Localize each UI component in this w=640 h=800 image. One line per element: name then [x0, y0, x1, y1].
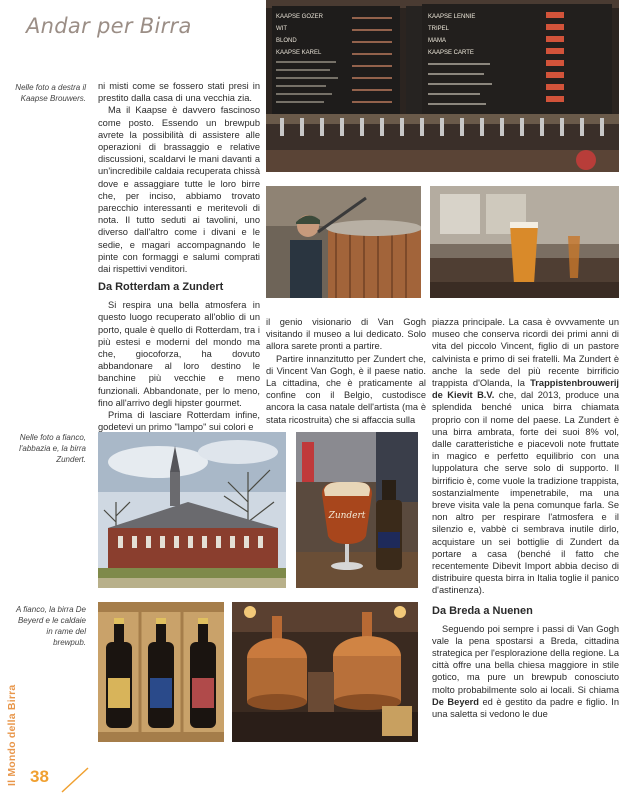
- photo-beer-glass: [430, 186, 619, 298]
- board-text: KAAPSE GOZER: [276, 14, 324, 20]
- board-text: MAMA: [428, 38, 446, 44]
- column-2: [266, 316, 426, 426]
- photo-tap-board: [266, 0, 619, 172]
- photo-zundert-glass: [296, 432, 418, 588]
- column-3: [432, 316, 619, 720]
- board-text: BLOND: [276, 38, 297, 44]
- paragraph: [432, 623, 619, 721]
- text-run: piazza principale. La casa è ovvvamente un museo che conserva ricordi dei primi anni di vita del piccolo Vincent, figlio di un pastore calvinista e primo di sei fratelli. Ma Zundert è anche la sede del più recente birrificio trappista d'Olanda, la: [432, 317, 619, 389]
- text-run: ed è gestito da padre e figlio. In una saletta si vedono le due: [432, 696, 619, 720]
- magazine-name: Il Mondo della Birra: [6, 684, 18, 786]
- text-run: che, dal 2013, produce una splendida benché unica birra chiamata proprio con il nome del paese. La Zundert è una birra ambrata, forte dei suoi 8% vol, dalle caratteristiche e piacevoli note fruttate in magico e perfetto equilibrio con una luppolatura che serve solo di supporto. Il birrificio è, come vuole la tradizione trappista, sostanzialmente impenetrabile, ma una breve visita vale la pena comunque farla. Se non altro per respirare l'atmosfera e il silenzio e, vabbè ci sembrava inutile dirlo, acquistare un sei bottiglie di Zundert da portare a casa (benché il fatto che recentemente Dibevit Import abbia deciso di distribuire questa birra in Italia toglie il panico d'astinenza).: [432, 390, 619, 596]
- paragraph: il genio visionario di Van Gogh visitando il museo a lui dedicato. Solo allora sarete pronti a partire.: [266, 317, 426, 352]
- board-text: KAAPSE LENNIE: [428, 14, 476, 20]
- paragraph: Partire innanzitutto per Zundert che, di Vincent Van Gogh, è il paese natio. La cittadina, che è praticamente al confine con il Belgio, custodisce ancora la casa natale dell'artista (ma è stata ricostruita) che si affaccia sulla: [266, 353, 426, 425]
- paragraph: Si respira una bella atmosfera in questo luogo recuperato all'oblio di un porto, quale è quello di Rotterdam, tra i più estesi e moderni del mondo ma che, giocoforza, ha dovuto abbandonare al loro destino le banchine più vecchie e meno funzionali. Abbandonate, per lo meno, fino all'arrivo degli hipster gourmet.: [98, 300, 260, 408]
- page-number: 38: [30, 767, 49, 786]
- brewery-name: Trappistenbrouwerij de Kievit B.V.: [432, 378, 619, 401]
- decorative-slash: [60, 766, 90, 794]
- photo-abbey: [98, 432, 286, 588]
- caption-bottom: A fianco, la birra De Beyerd e le caldaie in rame del brewpub.: [16, 605, 86, 647]
- paragraph: [432, 316, 619, 597]
- section-heading: Da Breda a Nuenen: [432, 604, 533, 617]
- board-text: WIT: [276, 26, 287, 32]
- brewpub-name: De Beyerd: [432, 696, 479, 707]
- photo-bottles: [98, 602, 224, 742]
- caption-middle: Nelle foto a fianco, l'abbazia e, la birra Zundert.: [19, 433, 86, 464]
- page-header-title: Andar per Birra: [26, 14, 192, 38]
- photo-brewer: [266, 186, 421, 298]
- column-1: [98, 80, 260, 433]
- magazine-side-label: [6, 684, 20, 800]
- paragraph: ni misti come se fossero stati presi in prestito dalla casa di una vecchia zia.: [98, 81, 260, 104]
- paragraph: Ma il Kaapse è davvero fascinoso come posto. Essendo un brewpub avrete la possibilità di assistere alle operazioni di brassaggio e relative discussioni, scaldarvi le mani davanti a un'incredibile caldaia recuperata chissà dove e assaggiare tutte le loro birre che, per inciso, abbiamo trovato parecchio interessanti e meritevoli di nota. Il tutto seduti ai tavolini, uno diverso dall'altro come i divani e le sedie, e magari accompagnando le pinte con formaggi e salumi comprati dai rispettivi venditori.: [98, 105, 260, 275]
- text-run: Seguendo poi sempre i passi di Van Gogh vale la pena spostarsi a Breda, cittadina strategica per l'esplorazione della regione. La città offre una bella chiesa maggiore in stile gotico, ma pure un brewpub conosciuto molto probabilmente solo ai locali. Si chiama: [432, 623, 619, 695]
- board-text: KAAPSE KAREL: [276, 50, 322, 56]
- glass-brand-text: Zundert: [328, 511, 366, 521]
- paragraph: Prima di lasciare Rotterdam infine, godetevi un primo "lampo" sui colori e: [98, 410, 260, 433]
- board-text: KAAPSE CARTE: [428, 50, 474, 56]
- photo-copper-kettles: [232, 602, 418, 742]
- board-text: TRIPEL: [428, 26, 450, 32]
- caption-top: Nelle foto a destra il Kaapse Brouwers.: [15, 83, 86, 103]
- section-heading: Da Rotterdam a Zundert: [98, 281, 224, 294]
